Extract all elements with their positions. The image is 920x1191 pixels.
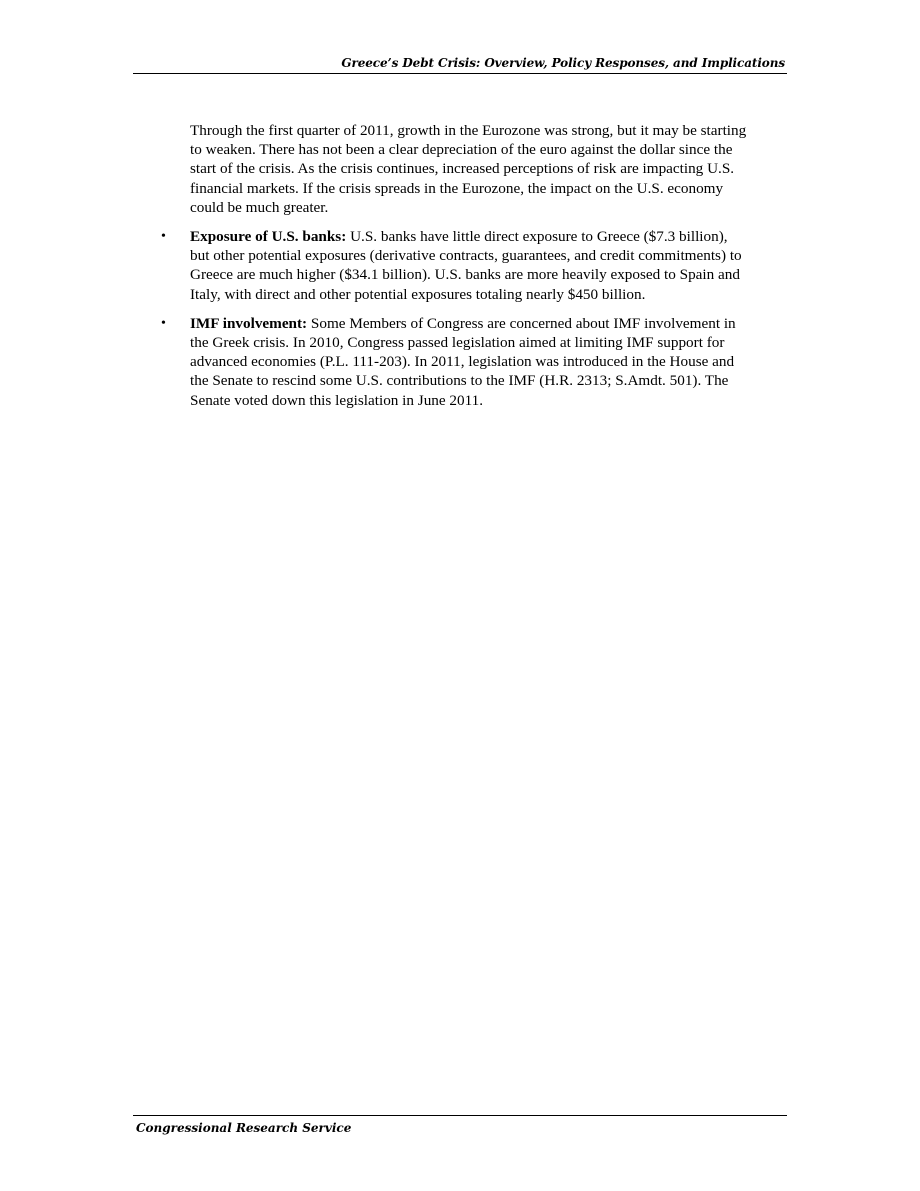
running-title: Greece’s Debt Crisis: Overview, Policy Responses, and Implications — [341, 56, 785, 70]
bullet-text-imf: Some Members of Congress are concerned about IMF involvement in the Greek crisis. In 2010, Congress passed legislation aimed at limiting IMF support for advanced economies (P.L. 111-203). In 2011, legislation was introduced in the House and the Senate to rescind some U.S. contributions to the IMF (H.R. 2313; S.Amdt. 501). The Senate voted down this legislation in June 2011. — [190, 314, 736, 409]
bullet-text-us-banks: U.S. banks have little direct exposure to Greece ($7.3 billion), but other potential exposures (derivative contracts, guarantees, and credit commitments) to Greece are much higher ($34.1 billion). U.S. banks are more heavily exposed to Spain and Italy, with direct and other potential exposures totaling nearly $450 billion. — [190, 228, 742, 303]
bullet-list — [161, 227, 750, 410]
main-content — [161, 121, 750, 420]
footer-organization: Congressional Research Service — [136, 1121, 352, 1135]
page-footer — [133, 1115, 787, 1135]
bullet-lead-us-banks: Exposure of U.S. banks: — [190, 228, 347, 246]
intro-paragraph: Through the first quarter of 2011, growth in the Eurozone was strong, but it may be starting to weaken. There has not been a clear depreciation of the euro against the dollar since the start of the crisis. As the crisis continues, increased perceptions of risk are impacting U.S. financial markets. If the crisis spreads in the Eurozone, the impact on the U.S. economy could be much greater. — [190, 122, 747, 216]
bullet-marker: • — [161, 229, 166, 245]
bullet-item-imf — [161, 314, 750, 410]
bullet-marker: • — [161, 315, 166, 331]
bullet-lead-imf: IMF involvement: — [190, 314, 308, 332]
bullet-item-us-banks — [161, 227, 750, 304]
page-header — [133, 55, 787, 74]
